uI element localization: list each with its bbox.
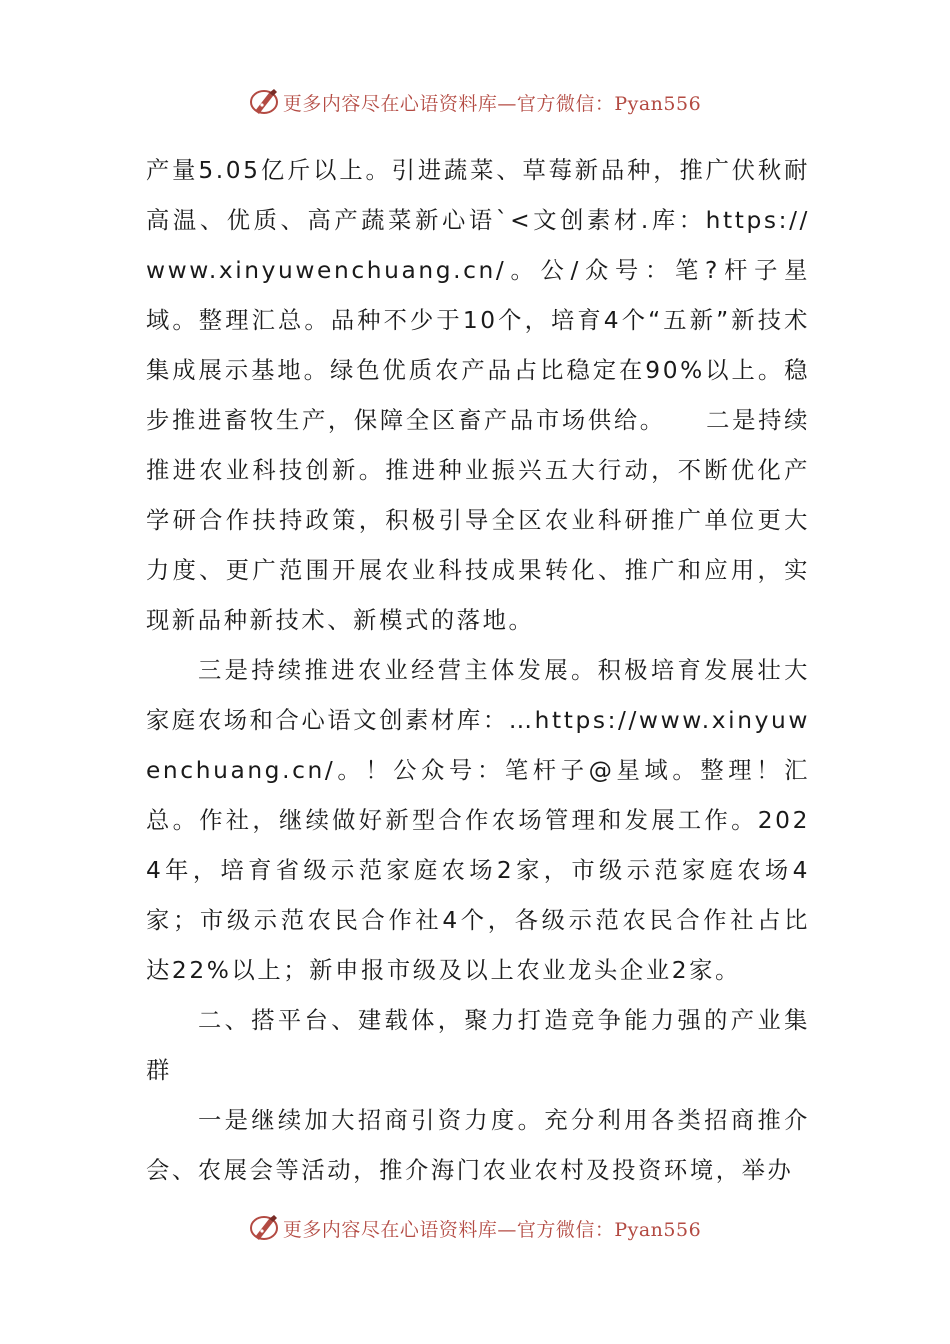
pen-nib-logo-icon [249,87,279,117]
paragraph-2: 三是持续推进农业经营主体发展。积极培育发展壮大家庭农场和合心语文创素材库：…https://www.xinyuwenchuang.cn/。！公众号：笔杆子@星域。整理！汇总。作社，继续做好新型合作农场管理和发展工作。2024年，培育省级示范家庭农场2家，市级示范家庭农场4家；市级示范农民合作社4个，各级示范农民合作社占比达22%以上；新申报市级及以上农业龙头企业2家。 [146,657,810,984]
pen-nib-logo-icon [249,1213,279,1243]
section-heading-2: 二、搭平台、建载体，聚力打造竞争能力强的产业集群 [146,1007,810,1084]
footer-banner-text: 更多内容尽在心语资料库—官方微信：Pyan556 [282,1218,702,1241]
header-banner-text: 更多内容尽在心语资料库—官方微信：Pyan556 [282,92,702,115]
paragraph-1: 产量5.05亿斤以上。引进蔬菜、草莓新品种，推广伏秋耐高温、优质、高产蔬菜新心语`<文创素材.库：https://www.xinyuwenchuang.cn/。公/众号：笔?杆子星域。整理汇总。品种不少于10个，培育4个“五新”新技术集成展示基地。绿色优质农产品占比稳定在90%以上。稳步推进畜牧生产，保障全区畜产品市场供给。 二是持续推进农业科技创新。推进种业振兴五大行动，不断优化产学研合作扶持政策，积极引导全区农业科研推广单位更大力度、更广范围开展农业科技成果转化、推广和应用，实现新品种新技术、新模式的落地。 [146,157,810,634]
paragraph-3: 一是继续加大招商引资力度。充分利用各类招商推介会、农展会等活动，推介海门农业农村及投资环境，举办 [146,1107,810,1184]
document-body [146,146,810,1196]
footer-banner [0,1208,950,1248]
header-banner [0,82,950,122]
